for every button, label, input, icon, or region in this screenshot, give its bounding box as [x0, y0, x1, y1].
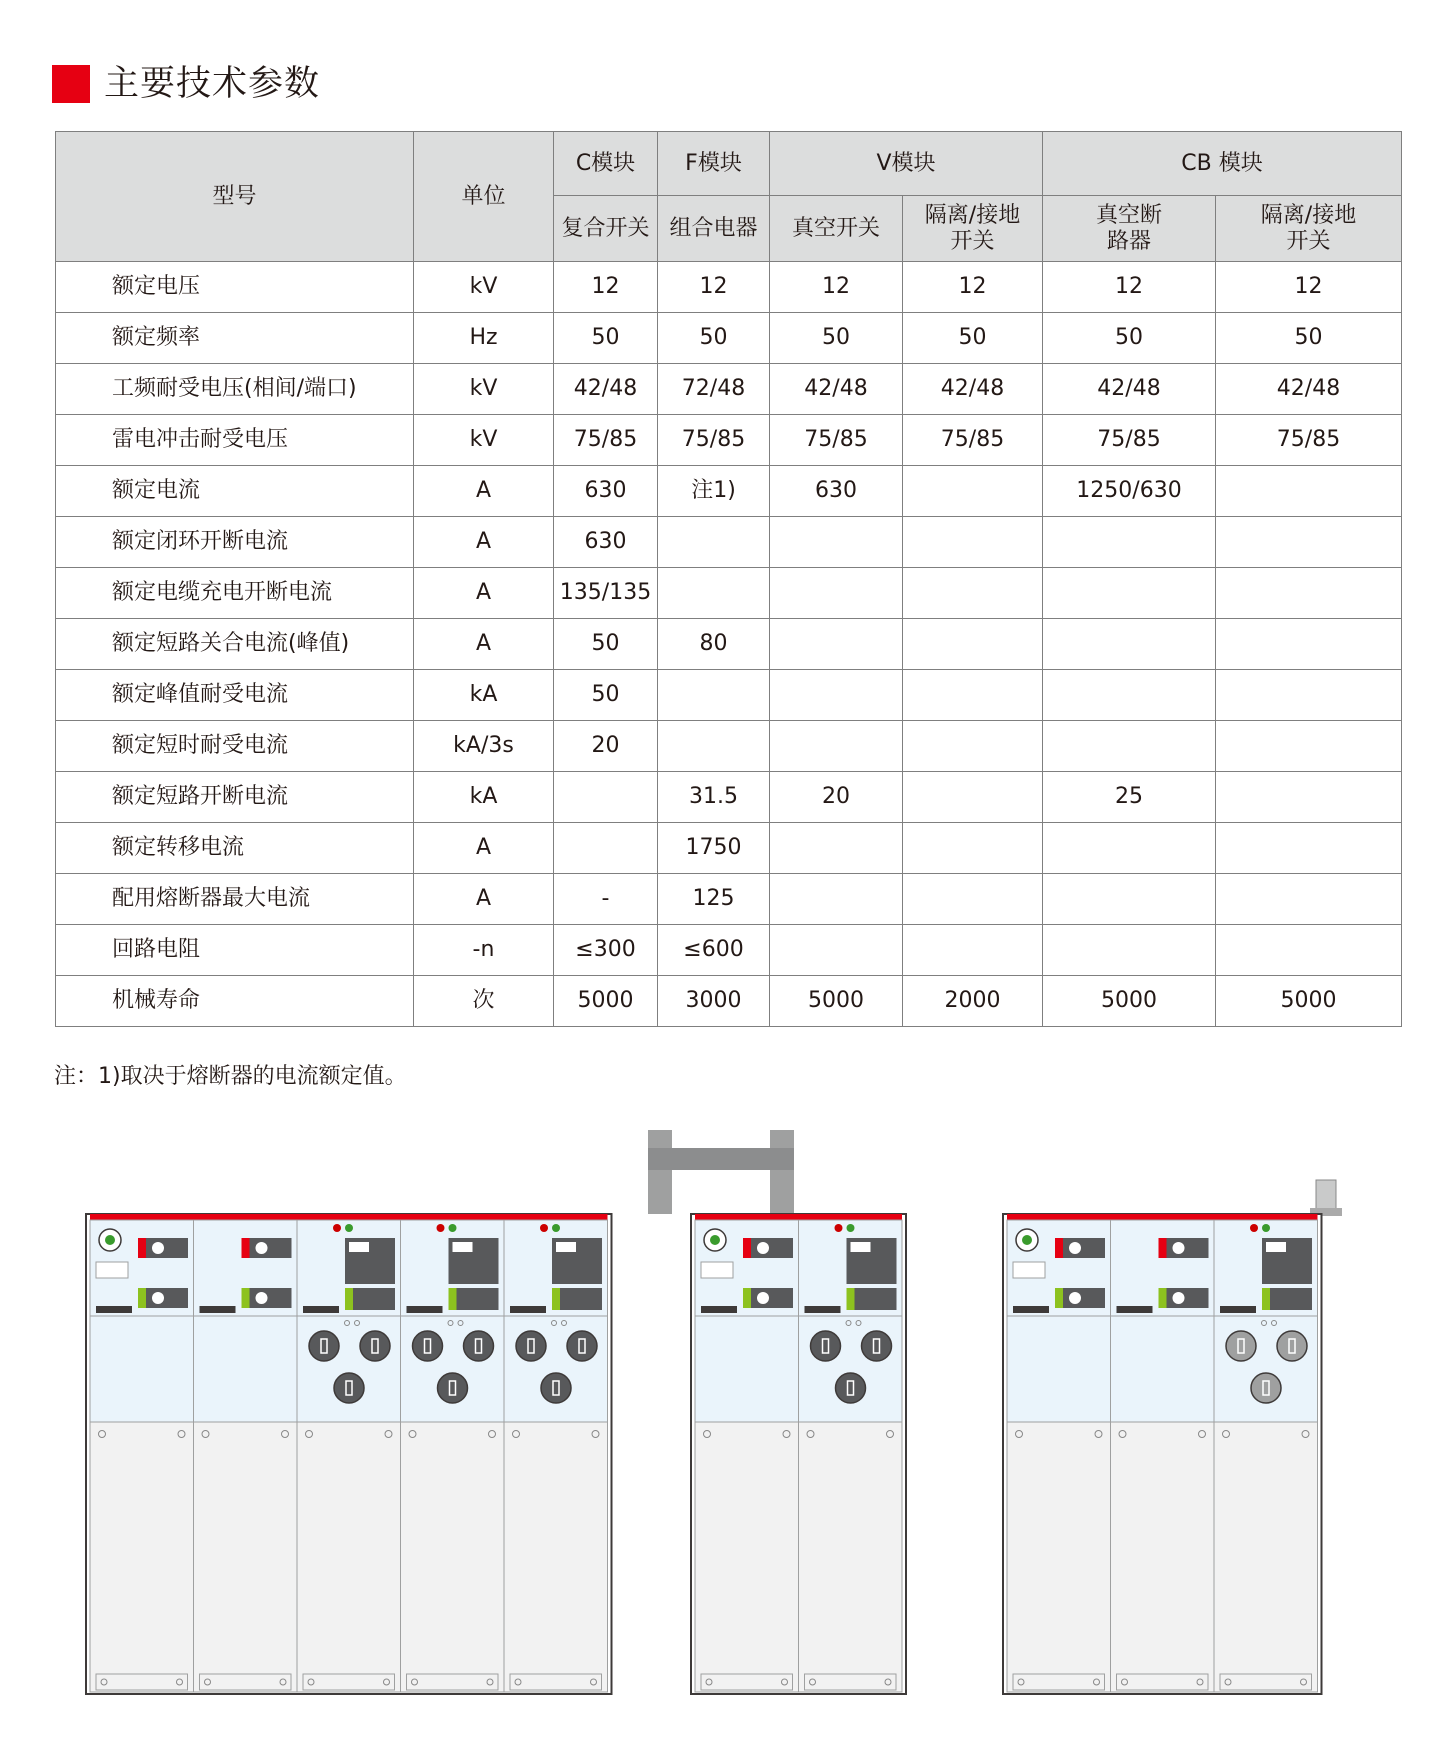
param-value	[770, 925, 903, 976]
fuse-cover-icon	[413, 1331, 443, 1361]
operating-socket-icon	[1173, 1242, 1185, 1254]
param-value: 20	[554, 721, 658, 772]
counter-strip	[96, 1306, 132, 1313]
param-value	[770, 823, 903, 874]
param-value	[770, 517, 903, 568]
param-name: 额定闭环开断电流	[56, 517, 414, 568]
indicator-led	[345, 1224, 353, 1232]
param-value	[1043, 721, 1216, 772]
header-sub: 隔离/接地 开关	[1216, 196, 1402, 262]
fuse-cover-icon	[309, 1331, 339, 1361]
param-value: 50	[554, 670, 658, 721]
table-row	[56, 415, 1402, 466]
param-value: 630	[770, 466, 903, 517]
operating-socket-icon	[1069, 1242, 1081, 1254]
fuse-cover-icon	[1226, 1331, 1256, 1361]
operating-socket-icon	[1173, 1292, 1185, 1304]
param-value: 50	[658, 313, 770, 364]
table-row	[56, 262, 1402, 313]
param-value	[1216, 568, 1402, 619]
param-value: ≤300	[554, 925, 658, 976]
mechanism-label	[453, 1242, 473, 1252]
status-flag	[743, 1238, 751, 1258]
indicator-led	[437, 1224, 445, 1232]
param-unit: A	[414, 823, 554, 874]
indicator-led	[835, 1224, 843, 1232]
param-unit: kA	[414, 670, 554, 721]
counter-strip	[701, 1306, 737, 1313]
header-sub: 隔离/接地 开关	[903, 196, 1043, 262]
param-unit: kA	[414, 772, 554, 823]
table-row	[56, 313, 1402, 364]
param-value	[770, 568, 903, 619]
param-value: 注1)	[658, 466, 770, 517]
param-value: -	[554, 874, 658, 925]
label-plate	[701, 1262, 733, 1278]
param-value	[903, 619, 1043, 670]
param-value	[903, 772, 1043, 823]
param-value	[1216, 925, 1402, 976]
fuse-cover-icon	[464, 1331, 494, 1361]
busbar-connector	[648, 1170, 672, 1214]
param-value: 25	[1043, 772, 1216, 823]
param-value: 12	[903, 262, 1043, 313]
operating-socket-icon	[1069, 1292, 1081, 1304]
param-unit: kV	[414, 364, 554, 415]
indicator-led	[552, 1224, 560, 1232]
cable-compartment	[90, 1422, 608, 1692]
fuse-cover-icon	[811, 1331, 841, 1361]
indicator-led	[333, 1224, 341, 1232]
indicator-led	[1262, 1224, 1270, 1232]
param-value: 5000	[1043, 976, 1216, 1027]
table-row	[56, 823, 1402, 874]
fuse-cover-icon	[1277, 1331, 1307, 1361]
param-value: 12	[554, 262, 658, 313]
fuse-cover-icon	[516, 1331, 546, 1361]
table-row	[56, 721, 1402, 772]
param-unit: Hz	[414, 313, 554, 364]
param-value: 1250/630	[1043, 466, 1216, 517]
status-flag	[1159, 1238, 1167, 1258]
param-value: 125	[658, 874, 770, 925]
header-sub: 组合电器	[658, 196, 770, 262]
param-value: 5000	[554, 976, 658, 1027]
param-value: 50	[1043, 313, 1216, 364]
param-unit: kA/3s	[414, 721, 554, 772]
param-value	[554, 823, 658, 874]
fuse-cover-icon	[360, 1331, 390, 1361]
param-value	[1216, 466, 1402, 517]
cabinet-top-strip	[1007, 1214, 1318, 1220]
indicator-led	[1250, 1224, 1258, 1232]
param-unit: A	[414, 517, 554, 568]
param-value: 12	[1216, 262, 1402, 313]
param-value: 1750	[658, 823, 770, 874]
counter-strip	[303, 1306, 339, 1313]
param-value: 75/85	[903, 415, 1043, 466]
header-group-f: F模块	[658, 132, 770, 196]
param-value: 5000	[770, 976, 903, 1027]
logo-icon	[1022, 1235, 1032, 1245]
param-value: 50	[1216, 313, 1402, 364]
fuse-cover-icon	[836, 1373, 866, 1403]
param-value	[1216, 619, 1402, 670]
param-name: 工频耐受电压(相间/端口)	[56, 364, 414, 415]
param-value	[554, 772, 658, 823]
table-row	[56, 772, 1402, 823]
operating-socket-icon	[757, 1242, 769, 1254]
param-name: 配用熔断器最大电流	[56, 874, 414, 925]
param-value: 2000	[903, 976, 1043, 1027]
param-name: 额定短路关合电流(峰值)	[56, 619, 414, 670]
param-value: 12	[1043, 262, 1216, 313]
fuse-cover-icon	[334, 1373, 364, 1403]
param-value	[903, 466, 1043, 517]
operating-socket-icon	[757, 1292, 769, 1304]
operating-socket-icon	[152, 1292, 164, 1304]
counter-strip	[510, 1306, 546, 1313]
param-value: 20	[770, 772, 903, 823]
table-row	[56, 568, 1402, 619]
param-value: 50	[554, 313, 658, 364]
param-value	[770, 721, 903, 772]
param-unit: kV	[414, 415, 554, 466]
param-value	[658, 568, 770, 619]
mechanism-label	[1266, 1242, 1286, 1252]
status-flag	[138, 1288, 146, 1308]
param-name: 额定频率	[56, 313, 414, 364]
param-value	[903, 874, 1043, 925]
busbar-connector	[648, 1148, 794, 1170]
param-value	[658, 517, 770, 568]
operating-socket-icon	[152, 1242, 164, 1254]
param-value: 12	[658, 262, 770, 313]
fuse-cover-icon	[567, 1331, 597, 1361]
header-unit: 单位	[414, 132, 554, 262]
counter-strip	[805, 1306, 841, 1313]
param-value: 31.5	[658, 772, 770, 823]
param-value: 75/85	[1043, 415, 1216, 466]
param-value: 75/85	[658, 415, 770, 466]
cable-compartment	[1007, 1422, 1318, 1692]
spec-table-body	[56, 262, 1402, 1027]
spec-table	[55, 131, 1402, 1027]
status-flag	[552, 1288, 560, 1310]
operating-socket-icon	[256, 1242, 268, 1254]
cabinet-top-strip	[695, 1214, 902, 1220]
indicator-led	[449, 1224, 457, 1232]
table-row	[56, 925, 1402, 976]
fuse-cover-icon	[438, 1373, 468, 1403]
param-value	[903, 925, 1043, 976]
param-name: 回路电阻	[56, 925, 414, 976]
param-value	[903, 823, 1043, 874]
param-value: 42/48	[554, 364, 658, 415]
param-value: 12	[770, 262, 903, 313]
param-value	[1216, 874, 1402, 925]
switchgear-drawing	[84, 1130, 1374, 1705]
mechanism-label	[349, 1242, 369, 1252]
param-value: 42/48	[770, 364, 903, 415]
param-name: 额定电流	[56, 466, 414, 517]
indicator-led	[847, 1224, 855, 1232]
header-group-c: C模块	[554, 132, 658, 196]
header-sub: 复合开关	[554, 196, 658, 262]
footnote: 注：1)取决于熔断器的电流额定值。	[54, 1064, 407, 1089]
status-flag	[1055, 1238, 1063, 1258]
logo-icon	[710, 1235, 720, 1245]
param-value	[1043, 619, 1216, 670]
param-value	[658, 670, 770, 721]
indicator-led	[540, 1224, 548, 1232]
fuse-cover-icon	[1251, 1373, 1281, 1403]
param-value	[658, 721, 770, 772]
header-group-cb: CB 模块	[1043, 132, 1402, 196]
param-name: 机械寿命	[56, 976, 414, 1027]
param-value	[1043, 568, 1216, 619]
param-name: 额定转移电流	[56, 823, 414, 874]
table-row	[56, 466, 1402, 517]
param-value: 75/85	[1216, 415, 1402, 466]
table-row	[56, 517, 1402, 568]
param-value	[1216, 721, 1402, 772]
status-flag	[242, 1238, 250, 1258]
param-value	[1043, 517, 1216, 568]
label-plate	[96, 1262, 128, 1278]
param-value	[1043, 874, 1216, 925]
param-value	[1043, 925, 1216, 976]
section-heading	[52, 64, 320, 104]
header-sub: 真空开关	[770, 196, 903, 262]
header-group-v: V模块	[770, 132, 1043, 196]
param-unit: kV	[414, 262, 554, 313]
operating-socket-icon	[256, 1292, 268, 1304]
param-unit: 次	[414, 976, 554, 1027]
param-value: 5000	[1216, 976, 1402, 1027]
param-value: 50	[903, 313, 1043, 364]
mechanism-label	[556, 1242, 576, 1252]
status-flag	[1159, 1288, 1167, 1308]
busbar-connector	[770, 1170, 794, 1214]
status-flag	[242, 1288, 250, 1308]
param-value	[903, 721, 1043, 772]
logo-icon	[105, 1235, 115, 1245]
param-value	[1043, 670, 1216, 721]
param-value	[1216, 772, 1402, 823]
mechanism-label	[851, 1242, 871, 1252]
param-unit: -n	[414, 925, 554, 976]
status-flag	[345, 1288, 353, 1310]
param-value: 630	[554, 466, 658, 517]
status-flag	[1055, 1288, 1063, 1308]
param-value	[903, 568, 1043, 619]
cabinet-top-strip	[90, 1214, 608, 1220]
param-value: 75/85	[770, 415, 903, 466]
table-row	[56, 976, 1402, 1027]
param-value	[1043, 823, 1216, 874]
table-row	[56, 619, 1402, 670]
param-value: 42/48	[1043, 364, 1216, 415]
top-fitting	[1316, 1180, 1336, 1210]
param-value	[770, 670, 903, 721]
param-value	[770, 619, 903, 670]
header-sub: 真空断 路器	[1043, 196, 1216, 262]
param-value	[903, 517, 1043, 568]
header-model: 型号	[56, 132, 414, 262]
param-name: 额定峰值耐受电流	[56, 670, 414, 721]
counter-strip	[1117, 1306, 1153, 1313]
param-name: 额定电缆充电开断电流	[56, 568, 414, 619]
fuse-cover-icon	[541, 1373, 571, 1403]
counter-strip	[1013, 1306, 1049, 1313]
param-value: 72/48	[658, 364, 770, 415]
param-value	[903, 670, 1043, 721]
param-value: ≤600	[658, 925, 770, 976]
status-flag	[1262, 1288, 1270, 1310]
param-value	[1216, 823, 1402, 874]
fuse-cover-icon	[862, 1331, 892, 1361]
status-flag	[743, 1288, 751, 1308]
param-name: 额定短路开断电流	[56, 772, 414, 823]
param-value: 135/135	[554, 568, 658, 619]
param-value: 630	[554, 517, 658, 568]
label-plate	[1013, 1262, 1045, 1278]
param-unit: A	[414, 466, 554, 517]
param-value	[1216, 670, 1402, 721]
counter-strip	[1220, 1306, 1256, 1313]
counter-strip	[407, 1306, 443, 1313]
param-value: 75/85	[554, 415, 658, 466]
param-value: 42/48	[903, 364, 1043, 415]
param-name: 雷电冲击耐受电压	[56, 415, 414, 466]
param-value: 80	[658, 619, 770, 670]
param-value	[770, 874, 903, 925]
param-value: 3000	[658, 976, 770, 1027]
param-name: 额定短时耐受电流	[56, 721, 414, 772]
status-flag	[449, 1288, 457, 1310]
section-title: 主要技术参数	[104, 64, 321, 104]
param-unit: A	[414, 568, 554, 619]
param-value: 42/48	[1216, 364, 1402, 415]
table-row	[56, 874, 1402, 925]
counter-strip	[200, 1306, 236, 1313]
red-square-icon	[52, 65, 90, 103]
status-flag	[138, 1238, 146, 1258]
status-flag	[847, 1288, 855, 1310]
param-value: 50	[770, 313, 903, 364]
param-value: 50	[554, 619, 658, 670]
table-row	[56, 670, 1402, 721]
param-unit: A	[414, 619, 554, 670]
table-row	[56, 364, 1402, 415]
param-name: 额定电压	[56, 262, 414, 313]
param-unit: A	[414, 874, 554, 925]
param-value	[1216, 517, 1402, 568]
